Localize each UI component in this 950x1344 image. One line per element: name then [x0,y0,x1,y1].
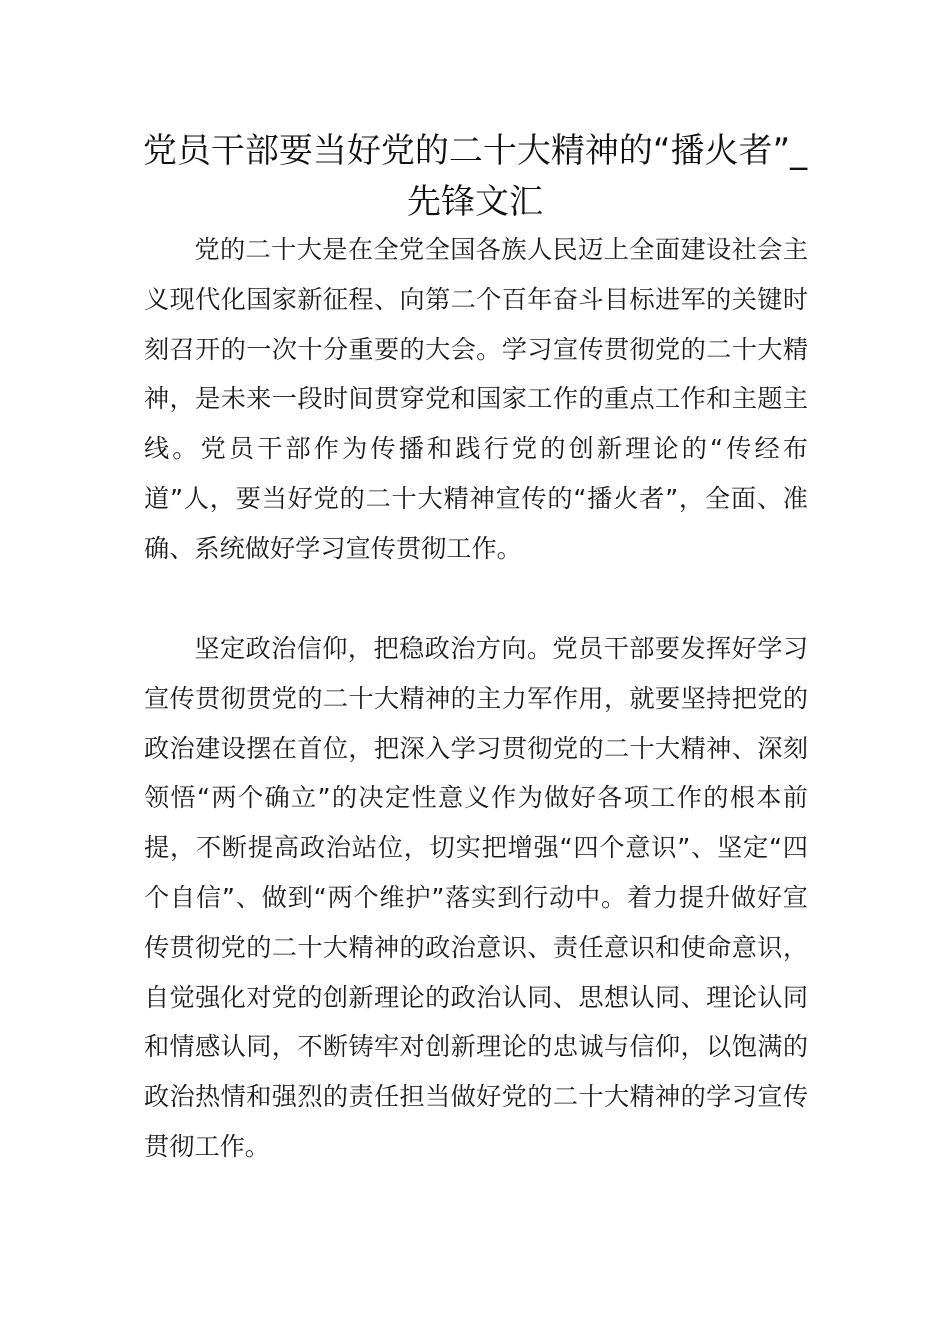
paragraph-political-faith: 坚定政治信仰，把稳政治方向。党员干部要发挥好学习宣传贯彻贯党的二十大精神的主力军作用，就要坚持把党的政治建设摆在首位，把深入学习贯彻党的二十大精神、深刻领悟“两个确立”的决定性意义作为做好各项工作的根本前提，不断提高政治站位，切实把增强“四个意识”、坚定“四个自信”、做到“两个维护”落实到行动中。着力提升做好宣传贯彻党的二十大精神的政治意识、责任意识和使命意识，自觉强化对党的创新理论的政治认同、思想认同、理论认同和情感认同，不断铸牢对创新理论的忠诚与信仰，以饱满的政治热情和强烈的责任担当做好党的二十大精神的学习宣传贯彻工作。 [144,634,808,1161]
document-title: 党员干部要当好党的二十大精神的“播火者”_先锋文汇 [142,131,808,222]
paragraph-intro: 党的二十大是在全党全国各族人民迈上全面建设社会主义现代化国家新征程、向第二个百年奋斗目标进军的关键时刻召开的一次十分重要的大会。学习宣传贯彻党的二十大精神，是未来一段时间贯穿党和国家工作的重点工作和主题主线。党员干部作为传播和践行党的创新理论的“传经布道”人，要当好党的二十大精神宣传的“播火者”，全面、准确、系统做好学习宣传贯彻工作。 [144,235,808,563]
